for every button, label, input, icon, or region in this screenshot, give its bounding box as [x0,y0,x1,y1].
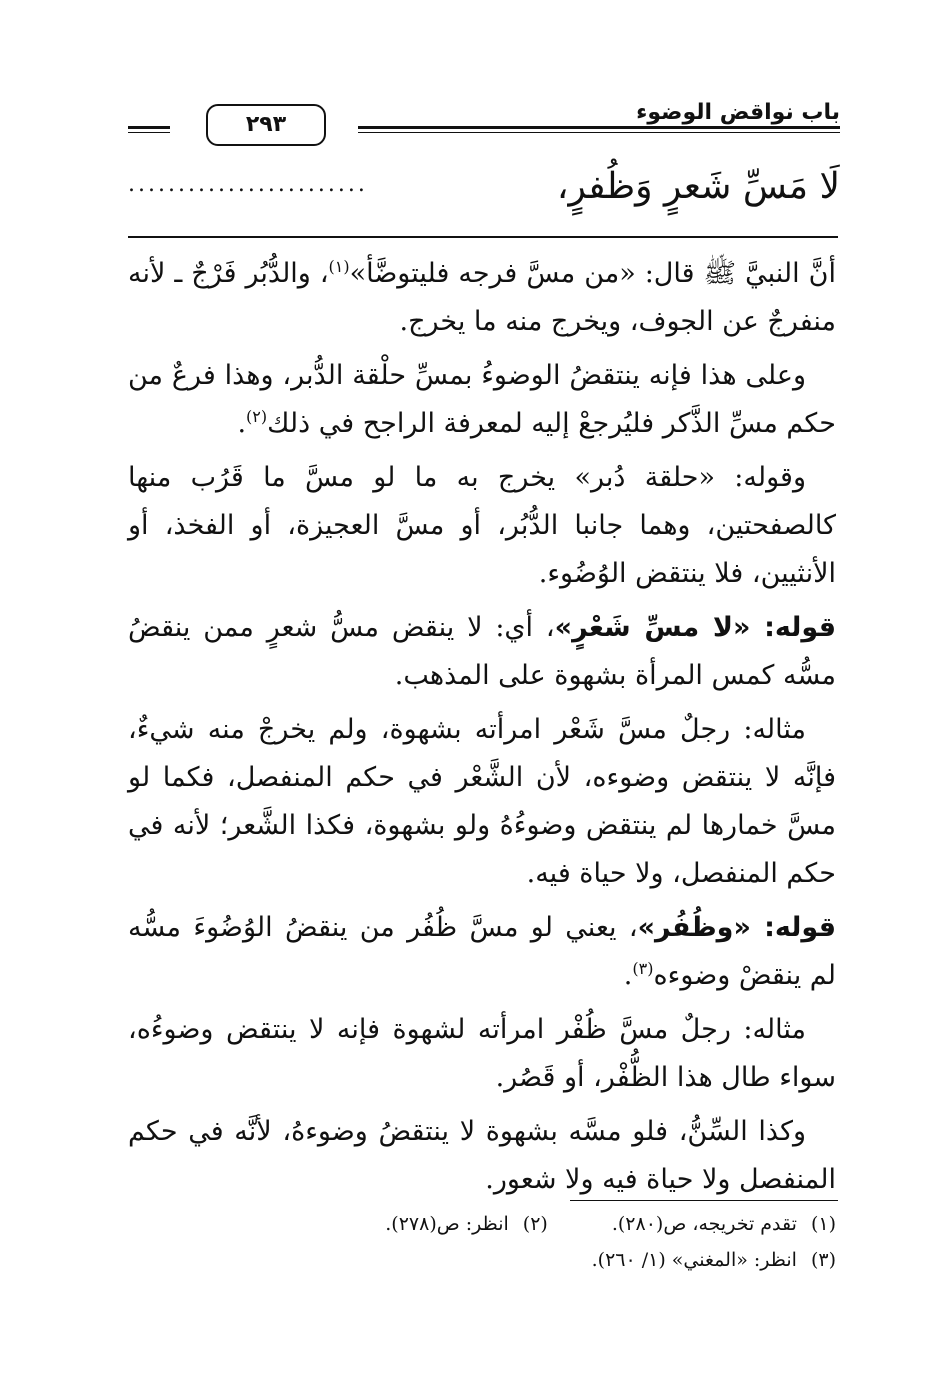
paragraph [128,604,836,700]
footnote [612,1206,836,1242]
page-number-frame [168,104,354,146]
paragraph [128,904,836,1000]
footnote-number: (٣) [810,1249,836,1271]
paragraph-text: ، يعني لو مسَّ ظُفُر من ينقضُ الوُضُوءَ مسُّه لم ينقضْ وضوءه [128,912,836,991]
footnote-separator [570,1200,838,1201]
footnote [592,1242,836,1278]
paragraph [128,250,836,346]
paragraph-text: . [237,408,247,439]
footnote-ref: (٣) [632,959,654,978]
quoted-matn-lead: قوله: «وظُفُر» [637,912,836,943]
paragraph [128,1108,836,1204]
header-rule [128,126,170,129]
footnote-text: انظر: ص(٢٧٨). [385,1213,509,1235]
matn-divider [128,236,838,238]
paragraph [128,706,836,898]
matn-text: لَا مَسِّ شَعرٍ وَظُفرٍ، [556,166,840,207]
matn-line [128,162,840,222]
footnote-number: (٢) [522,1213,548,1235]
matn-dots: ........................ [128,172,368,197]
footnote-number: (١) [810,1213,836,1235]
footnote-row [128,1206,836,1242]
paragraph-text: مثاله: رجلٌ مسَّ ظُفْر امرأته لشهوة فإنه لا ينتقض وضوءُه، سواء طال هذا الظُّفْر، أو قَصُر. [128,1014,836,1093]
paragraph [128,1006,836,1102]
footnote-row [128,1242,836,1278]
paragraph [128,352,836,448]
quoted-matn-lead: قوله: «لا مسِّ شَعْرٍ» [554,612,836,643]
paragraph-text: مثاله: رجلٌ مسَّ شَعْر امرأته بشهوة، ولم يخرجْ منه شيءٌ، فإنَّه لا ينتقض وضوءه، لأن الشَّعْر في حكم المنفصل، فكما لو مسَّ خمارها لم ينتقض وضوءُهُ ولو بشهوة، فكذا الشَّعر؛ لأنه في حكم المنفصل، ولا حياة فيه. [128,714,836,889]
paragraph-text: وكذا السِّنُّ، فلو مسَّه بشهوة لا ينتقضُ وضوءهُ، لأنَّه في حكم المنفصل ولا حياة فيه ولا شعور. [128,1116,836,1195]
paragraph-text: أنَّ النبيَّ ﷺ قال: «من مسَّ فرجه فليتوضَّأ» [349,258,836,289]
footnote-text: تقدم تخريجه، ص(٢٨٠). [611,1213,797,1235]
footnotes [128,1206,836,1278]
footnote-ref: (٢) [246,407,268,426]
commentary-body [128,250,836,1210]
paragraph [128,454,836,598]
header-rule [128,132,170,133]
footnote [385,1206,548,1242]
paragraph-text: ، أي: لا ينقض مسُّ شعرٍ ممن ينقضُ مسُّه كمس المرأة بشهوة على المذهب. [128,612,836,691]
page-header [128,96,840,156]
footnote-ref: (١) [328,257,350,276]
chapter-title: باب نواقض الوضوء [636,100,840,125]
header-rule [358,126,840,129]
header-rule [358,132,840,133]
paragraph-text: وقوله: «حلقة دُبر» يخرج به ما لو مسَّ ما قَرُب منها كالصفحتين، وهما جانبا الدُّبُر، أو مسَّ العجيزة، أو الفخذ، أو الأنثيين، فلا ينتقض الوُضُوء. [128,462,836,589]
page-number: ٢٩٣ [206,104,326,146]
footnote-text: انظر: «المغني» (١/ ٢٦٠). [591,1249,797,1271]
paragraph-text: . [623,960,633,991]
paragraph-text: ، والدُّبُر فَرْجٌ ـ لأنه منفرجٌ عن الجوف، ويخرج منه ما يخرج. [128,258,836,337]
paragraph-text: وعلى هذا فإنه ينتقضُ الوضوءُ بمسِّ حلْقة الدُّبر، وهذا فرعٌ من حكم مسِّ الذَّكر فليُرجعْ إليه لمعرفة الراجح في ذلك [128,360,836,439]
